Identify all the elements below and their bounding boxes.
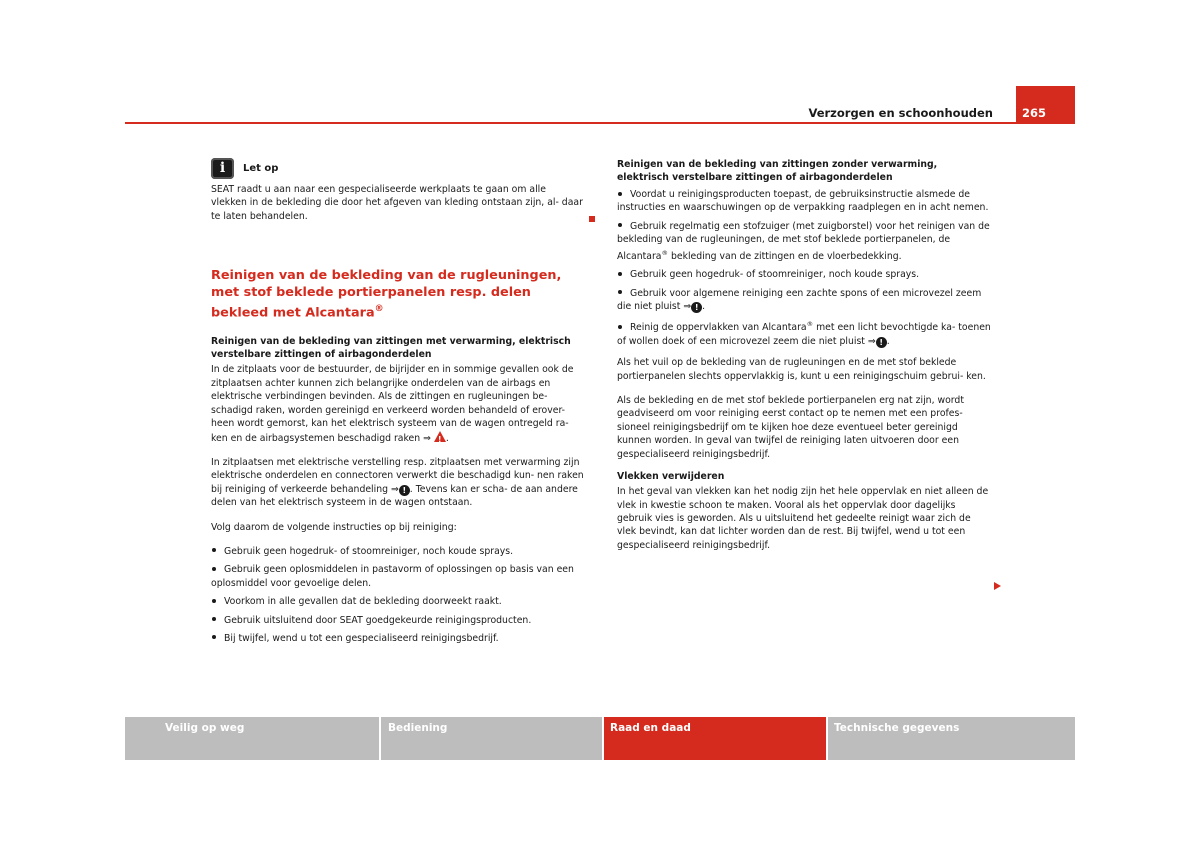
list-item: Bij twijfel, wend u tot een gespecialiseerd reinigingsbedrijf. xyxy=(211,632,584,645)
paragraph-wet: Als de bekleding en de met stof beklede portierpanelen erg nat zijn, wordt geadviseerd om voor reiniging eerst contact op te nemen met een profes- sioneel reinigingsbedrijf om te kijken hoe deze eventueel beter gereinigd kunnen worden. In geval van twijfel de reiniging laten uitvoeren door een gespecialiseerd reinigingsbedrijf. xyxy=(617,395,964,460)
note-title: Let op xyxy=(243,162,279,174)
end-of-section-marker xyxy=(589,216,595,222)
list-item: Gebruik geen oplosmiddelen in pastavorm of oplossingen op basis van een oplosmiddel voor gevoelige delen. xyxy=(211,564,574,589)
caution-icon[interactable]: ! xyxy=(876,337,887,348)
list-item: Gebruik geen hogedruk- of stoomreiniger, noch koude sprays. xyxy=(617,268,992,281)
subhead-unheated-seats: Reinigen van de bekleding van zittingen zonder verwarming, elektrisch verstelbare zittingen of airbagonderdelen xyxy=(617,159,938,183)
list-item: Reinig de oppervlakken van Alcantara® met een licht bevochtigde ka- toenen of wollen doek of een microvezel zeem die niet pluist ⇒ ! . xyxy=(617,320,991,347)
paragraph-electric: In zitplaatsen met elektrische verstelling resp. zitplaatsen met verwarming zijn elektrische onderdelen en connectoren verwerkt die beschadigd kun- nen raken bij reiniging of verkeerde behandeling ⇒ ! . Tevens kan er scha- de aan andere delen van het elektrisch systeem in de wagen ontstaan. xyxy=(211,456,584,509)
list-item: Gebruik regelmatig een stofzuiger (met zuigborstel) voor het reinigen van de bekleding van de rugleuningen, de met stof beklede portierpanelen, de Alcantara® bekleding van de zittingen en de vloerbedekking. xyxy=(617,220,990,262)
caution-icon[interactable]: ! xyxy=(399,485,410,496)
note-body: SEAT raadt u aan naar een gespecialiseerde werkplaats te gaan om alle vlekken in de bekleding die door het afgeven van kleding ontstaan zijn, al- daar te laten behandelen. xyxy=(211,184,583,222)
unheated-bullet-list xyxy=(617,188,992,348)
caution-icon[interactable]: ! xyxy=(691,302,702,313)
paragraph-foam: Als het vuil op de bekleding van de rugleuningen en de met stof beklede portierpanelen slechts oppervlakkig is, kunt u een reinigingschuim gebrui- ken. xyxy=(617,357,986,382)
footer-tab-veilig-op-weg[interactable]: Veilig op weg xyxy=(125,717,379,760)
continue-arrow-icon xyxy=(994,582,1001,590)
list-item: Gebruik uitsluitend door SEAT goedgekeurde reinigingsproducten. xyxy=(211,614,584,627)
section-title: Reinigen van de bekleding van de rugleuningen, met stof beklede portierpanelen resp. delen bekleed met Alcantara® xyxy=(211,268,562,321)
cleaning-bullet-list xyxy=(211,545,584,645)
footer-tab-technische-gegevens[interactable]: Technische gegevens xyxy=(828,717,1075,760)
list-item: Voorkom in alle gevallen dat de bekleding doorweekt raakt. xyxy=(211,595,584,608)
footer-tab-raad-en-daad[interactable]: Raad en daad xyxy=(604,717,826,760)
warning-triangle-icon[interactable] xyxy=(434,431,446,442)
list-item: Voordat u reinigingsproducten toepast, de gebruiksinstructie alsmede de instructies en waarschuwingen op de verpakking raadplegen en in acht nemen. xyxy=(617,189,989,214)
paragraph-airbag: In de zitplaats voor de bestuurder, de bijrijder en in sommige gevallen ook de zitplaatsen achter kunnen zich belangrijke onderdelen van de airbags en elektrische verbindingen bevinden. Als de zittingen en rugleuningen be- schadigd raken, worden gereinigd en verkeerd worden behandeld of erover- heen wordt gemorst, kan het elektrisch systeem van de wagen ontregeld ra- ken en de airbagsystemen beschadigd raken ⇒ ! . xyxy=(211,363,584,444)
subhead-heated-seats: Reinigen van de bekleding van zittingen met verwarming, elektrisch verstelbare zittingen of airbagonderdelen xyxy=(211,336,571,361)
paragraph-stains: In het geval van vlekken kan het nodig zijn het hele oppervlak en niet alleen de vlek in kwestie schoon te maken. Vooral als het oppervlak door dagelijks gebruik vies is geworden. Als u uitsluitend het gedeelte reinigt waar zich de vlek bevindt, kan dat lichter worden dan de rest. Bij twijfel, wend u tot een gespecialiseerd reinigingsbedrijf. xyxy=(617,486,989,551)
list-item: Gebruik voor algemene reiniging een zachte spons of een microvezel zeem die niet pluist ⇒ ! . xyxy=(617,287,982,312)
paragraph-instructions: Volg daarom de volgende instructies op bij reiniging: xyxy=(211,521,457,533)
running-header: Verzorgen en schoonhouden xyxy=(808,106,993,120)
header-rule xyxy=(125,122,1075,124)
right-column xyxy=(617,158,992,563)
left-column xyxy=(211,158,584,650)
note-header xyxy=(211,158,584,179)
page-number: 265 xyxy=(1022,106,1047,120)
subhead-stains: Vlekken verwijderen xyxy=(617,471,725,483)
list-item: Gebruik geen hogedruk- of stoomreiniger, noch koude sprays. xyxy=(211,545,584,558)
footer-tab-bediening[interactable]: Bediening xyxy=(381,717,602,760)
info-icon: i xyxy=(211,158,234,179)
